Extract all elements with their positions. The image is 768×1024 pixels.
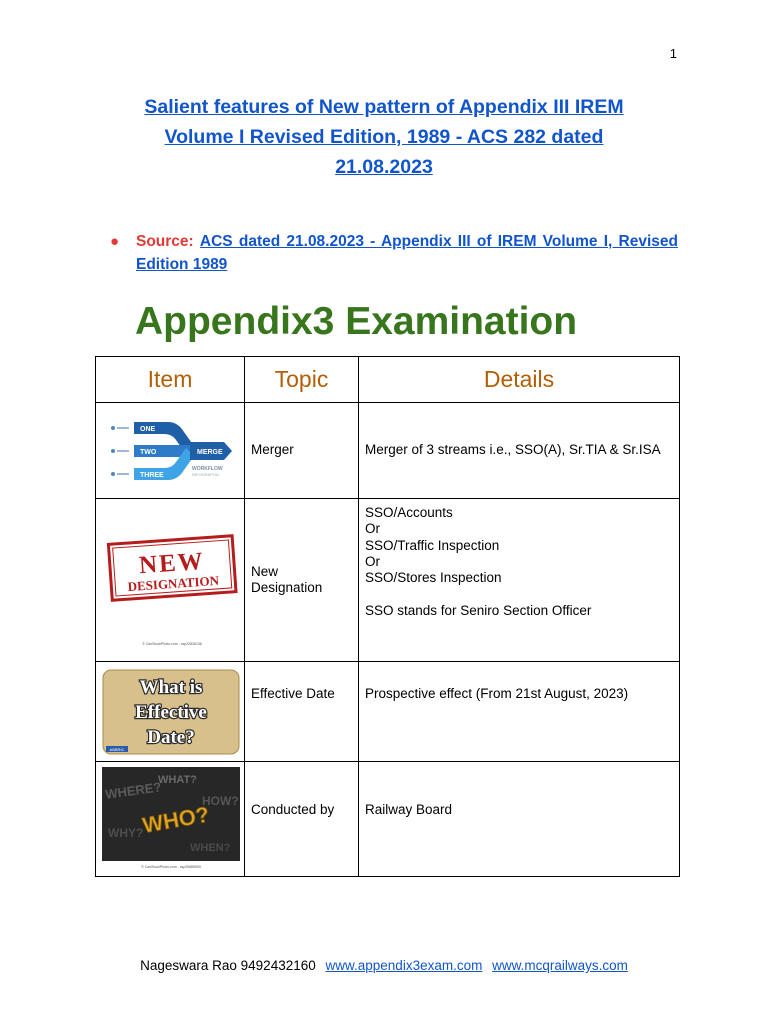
workflow-label-merge: MERGE [197, 448, 223, 456]
source-bullet [110, 230, 678, 276]
workflow-infographic-image [106, 418, 234, 484]
details-cell [359, 499, 680, 662]
question-word: WHERE? [104, 779, 163, 802]
sign-badge: ABBRIC [109, 746, 125, 752]
new-designation-stamp-image [102, 505, 242, 655]
workflow-label-two: TWO [140, 448, 157, 456]
table-header-row [96, 357, 680, 403]
effective-date-sign-image [102, 669, 240, 755]
details-line: Railway Board [365, 802, 453, 817]
stamp-line-2: DESIGNATION [127, 572, 220, 595]
page-footer [0, 958, 768, 973]
question-word: HOW? [202, 794, 239, 808]
workflow-label-infographic: INFOGRAPHIC [192, 471, 220, 477]
details-line: SSO/Accounts [365, 505, 453, 520]
details-line: SSO stands for Seniro Section Officer [365, 602, 592, 618]
details-line: Merger of 3 streams i.e., SSO(A), Sr.TIA & Sr.ISA [365, 442, 661, 458]
title-line-2[interactable]: Volume I Revised Edition, 1989 - ACS 282 dated [164, 126, 604, 148]
footer-link-mcqrailways[interactable]: www.mcqrailways.com [492, 958, 628, 973]
stamp-line-1: NEW [138, 547, 206, 580]
details-line: Prospective effect (From 21st August, 2023) [365, 686, 629, 701]
table-row [96, 499, 680, 662]
topic-cell: Conducted by [245, 762, 359, 877]
title-line-3[interactable]: 21.08.2023 [335, 156, 433, 178]
bullet-icon: ● [110, 233, 120, 250]
page-number: 1 [669, 46, 677, 61]
header-topic: Topic [245, 357, 359, 403]
details-line: SSO/Stores Inspection [365, 570, 502, 586]
header-item: Item [96, 357, 245, 403]
footer-link-appendix3exam[interactable]: www.appendix3exam.com [325, 958, 483, 973]
details-line: Or [365, 521, 380, 537]
item-image-cell [96, 499, 245, 662]
table-row [96, 403, 680, 499]
topic-cell: New Designation [245, 499, 359, 662]
details-cell [359, 662, 680, 762]
question-word: WHEN? [190, 842, 231, 854]
topic-cell: Merger [245, 403, 359, 499]
details-cell [359, 403, 680, 499]
question-word: WHAT? [158, 774, 197, 786]
workflow-label-three: THREE [140, 471, 164, 479]
workflow-label-workflow: WORKFLOW [192, 465, 223, 472]
table-row [96, 662, 680, 762]
source-link[interactable]: ACS dated 21.08.2023 - Appendix III of IREM Volume I, Revised Edition 1989 [136, 233, 678, 273]
details-line: Or [365, 553, 380, 569]
details-line: SSO/Traffic Inspection [365, 537, 500, 553]
item-image-cell [96, 762, 245, 877]
source-label: Source: [136, 233, 194, 250]
who-credit: © CanStockPhoto.com - csp25686909 [141, 865, 201, 869]
who-highlight: WHO? [140, 801, 212, 838]
question-word: WHY? [108, 826, 144, 840]
title-line-1[interactable]: Salient features of New pattern of Appendix III IREM [144, 96, 624, 118]
item-image-cell [96, 662, 245, 762]
header-details: Details [359, 357, 680, 403]
section-heading: Appendix3 Examination [135, 300, 578, 343]
table-row [96, 762, 680, 877]
sign-line-1: What is [139, 676, 203, 698]
document-title[interactable] [100, 92, 668, 182]
item-image-cell [96, 403, 245, 499]
sign-line-3: Date? [147, 726, 195, 748]
who-question-words-image [102, 767, 240, 871]
features-table [95, 356, 680, 877]
details-line [365, 586, 673, 602]
topic-cell: Effective Date [245, 662, 359, 762]
stamp-credit: © CanStockPhoto.com - csp22836136 [142, 642, 202, 646]
details-cell [359, 762, 680, 877]
footer-author: Nageswara Rao 9492432160 [140, 958, 316, 973]
workflow-label-one: ONE [140, 425, 156, 433]
sign-line-2: Effective [135, 701, 207, 723]
